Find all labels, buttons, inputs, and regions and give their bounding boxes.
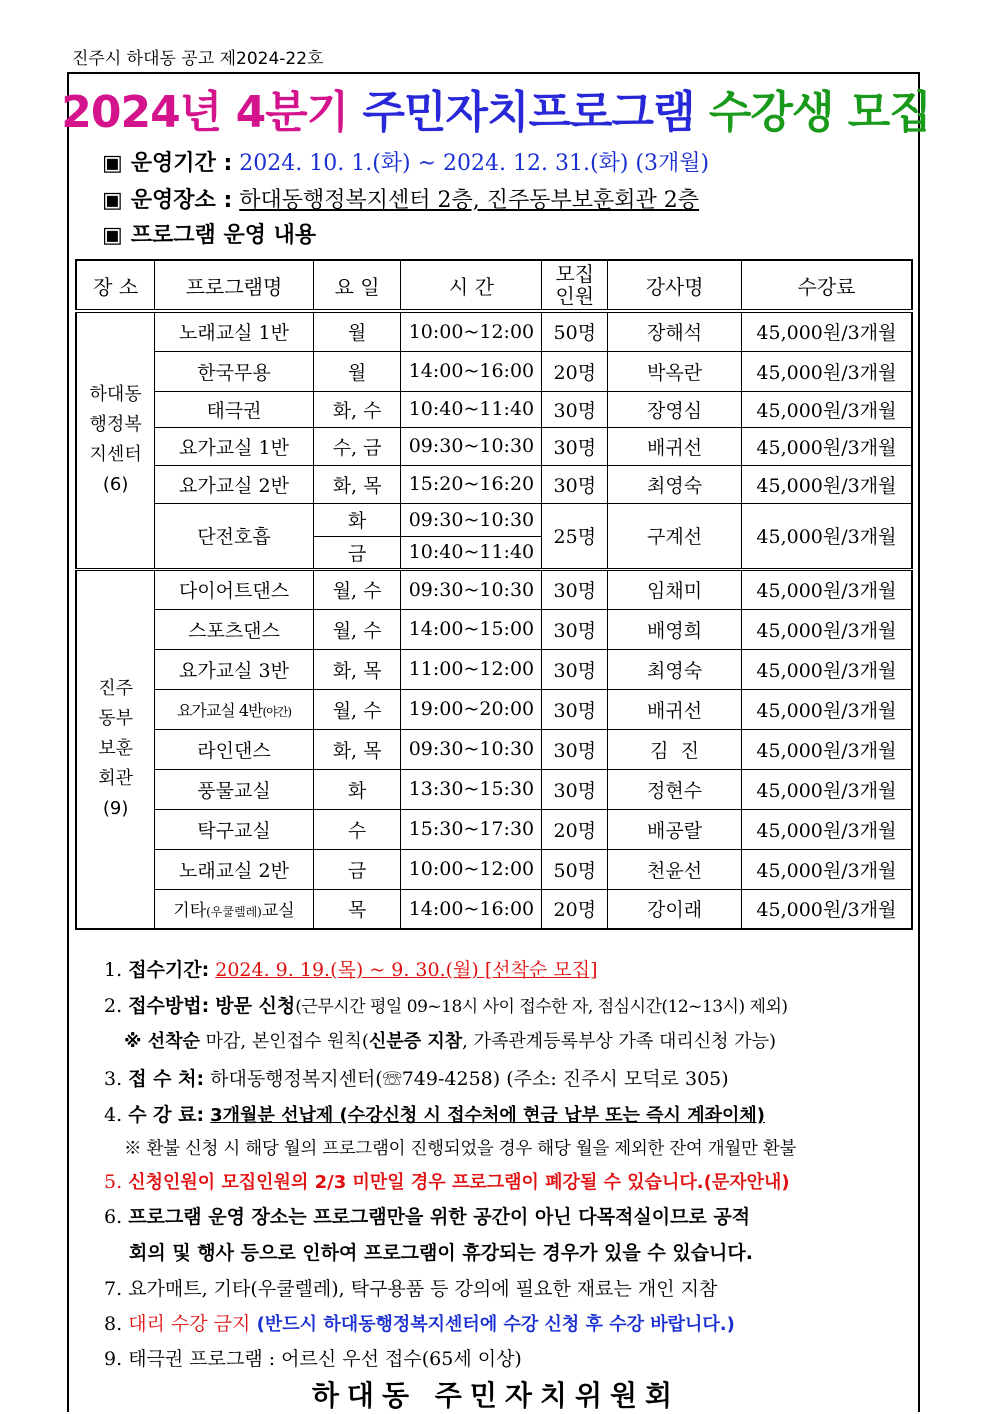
teacher: 최영숙 bbox=[608, 465, 742, 503]
table-row bbox=[76, 311, 912, 351]
capacity: 30명 bbox=[542, 609, 608, 649]
note-value: 하대동행정복지센터(☏749-4258) (주소: 진주시 모덕로 305) bbox=[210, 1068, 729, 1090]
day: 금 bbox=[313, 849, 401, 889]
bullet-icon: ▣ bbox=[102, 188, 123, 213]
table-row bbox=[76, 391, 912, 427]
note-number: 2. bbox=[104, 995, 123, 1017]
program-name: 다이어트댄스 bbox=[155, 569, 313, 609]
header-day: 요 일 bbox=[313, 260, 401, 311]
place-bohun bbox=[76, 569, 155, 929]
note-emphasis: 신분증 지참 bbox=[368, 1031, 463, 1052]
issuer-footer: 하대동 주민자치위원회 bbox=[311, 1379, 681, 1412]
day: 화 bbox=[313, 769, 401, 809]
program-name bbox=[155, 889, 313, 929]
table-row bbox=[76, 889, 912, 929]
program-title: 기타 bbox=[173, 901, 207, 922]
table-header-row bbox=[76, 260, 912, 311]
header-program: 프로그램명 bbox=[155, 260, 313, 311]
page-title bbox=[0, 76, 992, 140]
note-2-sub bbox=[124, 1027, 776, 1053]
header-capacity bbox=[542, 260, 608, 311]
note-4 bbox=[104, 1100, 765, 1127]
note-value: (근무시간 평일 09~18시 사이 접수한 자, 점심시간(12~13시) 제외) bbox=[295, 997, 788, 1017]
note-number: 6. bbox=[104, 1206, 123, 1228]
note-number: 5. bbox=[104, 1171, 123, 1193]
teacher: 강이래 bbox=[608, 889, 742, 929]
capacity: 25명 bbox=[542, 503, 608, 569]
note-value: 요가매트, 기타(우쿨렐레), 탁구용품 등 강의에 필요한 재료는 개인 지참 bbox=[128, 1278, 718, 1300]
note-number: 4. bbox=[104, 1104, 123, 1126]
bullet-icon: ▣ bbox=[102, 151, 123, 176]
fee: 45,000원/3개월 bbox=[741, 809, 912, 849]
teacher: 배귀선 bbox=[608, 689, 742, 729]
time: 10:40~11:40 bbox=[401, 391, 542, 427]
capacity: 30명 bbox=[542, 569, 608, 609]
time: 15:20~16:20 bbox=[401, 465, 542, 503]
fee: 45,000원/3개월 bbox=[741, 569, 912, 609]
place-line: 동부 bbox=[98, 708, 134, 730]
table-row bbox=[76, 849, 912, 889]
program-note: (우쿨렐레) bbox=[206, 905, 262, 920]
day: 월, 수 bbox=[313, 609, 401, 649]
time: 09:30~10:30 bbox=[401, 427, 542, 465]
program-name: 노래교실 1반 bbox=[155, 311, 313, 351]
table-row bbox=[76, 609, 912, 649]
day: 월, 수 bbox=[313, 689, 401, 729]
teacher: 최영숙 bbox=[608, 649, 742, 689]
table-row bbox=[76, 729, 912, 769]
header-capacity-line2: 인원 bbox=[555, 284, 595, 308]
table-row bbox=[76, 427, 912, 465]
place-label: 운영장소 : bbox=[130, 188, 233, 213]
header-time: 시 간 bbox=[401, 260, 542, 311]
capacity: 30명 bbox=[542, 729, 608, 769]
time: 11:00~12:00 bbox=[401, 649, 542, 689]
note-value: (반드시 하대동행정복지센터에 수강 신청 후 수강 바랍니다.) bbox=[250, 1314, 735, 1335]
place-line: 하대동 bbox=[89, 384, 142, 406]
day: 수 bbox=[313, 809, 401, 849]
capacity: 50명 bbox=[542, 311, 608, 351]
table-row bbox=[76, 503, 912, 536]
note-value: 태극권 프로그램 : 어르신 우선 접수(65세 이상) bbox=[128, 1348, 522, 1370]
title-program: 주민자치프로그램 bbox=[362, 87, 695, 138]
teacher: 배귀선 bbox=[608, 427, 742, 465]
program-suffix: 교실 bbox=[261, 901, 295, 922]
note-label: 접수방법: bbox=[128, 995, 210, 1017]
header-fee: 수강료 bbox=[741, 260, 912, 311]
day: 목 bbox=[313, 889, 401, 929]
capacity: 20명 bbox=[542, 889, 608, 929]
day: 화, 수 bbox=[313, 391, 401, 427]
title-quarter: 2024년 4분기 bbox=[61, 87, 349, 138]
program-name: 태극권 bbox=[155, 391, 313, 427]
fee: 45,000원/3개월 bbox=[741, 769, 912, 809]
time: 10:00~12:00 bbox=[401, 849, 542, 889]
teacher: 배공랄 bbox=[608, 809, 742, 849]
place-line: 진주 bbox=[98, 678, 134, 700]
day: 월 bbox=[313, 351, 401, 391]
note-number: 1. bbox=[104, 959, 123, 981]
program-name: 한국무용 bbox=[155, 351, 313, 391]
header-capacity-line1: 모집 bbox=[555, 262, 595, 286]
capacity: 50명 bbox=[542, 849, 608, 889]
time: 14:00~16:00 bbox=[401, 351, 542, 391]
teacher: 배영희 bbox=[608, 609, 742, 649]
teacher: 김 진 bbox=[608, 729, 742, 769]
place-line: (9) bbox=[102, 798, 129, 820]
note-warning: 대리 수강 금지 bbox=[128, 1313, 251, 1335]
note-9 bbox=[104, 1344, 522, 1371]
day: 월 bbox=[313, 311, 401, 351]
note-label: 접 수 처: bbox=[128, 1068, 205, 1090]
notice-number: 진주시 하대동 공고 제2024-22호 bbox=[72, 49, 324, 69]
program-name: 노래교실 2반 bbox=[155, 849, 313, 889]
content-label: 프로그램 운영 내용 bbox=[130, 223, 317, 248]
program-title: 요가교실 4반 bbox=[176, 700, 263, 720]
header-teacher: 강사명 bbox=[608, 260, 742, 311]
schedule-table bbox=[75, 259, 913, 930]
fee: 45,000원/3개월 bbox=[741, 465, 912, 503]
time: 10:40~11:40 bbox=[401, 536, 542, 569]
note-8 bbox=[104, 1309, 735, 1336]
time: 09:30~10:30 bbox=[401, 729, 542, 769]
note-3 bbox=[104, 1064, 729, 1091]
program-name bbox=[155, 689, 313, 729]
time: 13:30~15:30 bbox=[401, 769, 542, 809]
note-emphasis: ※ 선착순 bbox=[124, 1031, 200, 1052]
fee: 45,000원/3개월 bbox=[741, 729, 912, 769]
program-name: 스포츠댄스 bbox=[155, 609, 313, 649]
program-note: (야간) bbox=[262, 704, 292, 719]
header-place: 장 소 bbox=[76, 260, 155, 311]
program-name: 요가교실 3반 bbox=[155, 649, 313, 689]
teacher: 구계선 bbox=[608, 503, 742, 569]
fee: 45,000원/3개월 bbox=[741, 391, 912, 427]
time: 14:00~16:00 bbox=[401, 889, 542, 929]
note-value: 신청인원이 모집인원의 2/3 미만일 경우 프로그램이 폐강될 수 있습니다.(문자안내) bbox=[128, 1172, 790, 1193]
day: 금 bbox=[313, 536, 401, 569]
note-text: , 가족관계등록부상 가족 대리신청 가능) bbox=[462, 1031, 777, 1052]
note-value: 프로그램 운영 장소는 프로그램만을 위한 공간이 아닌 다목적실이므로 공적 bbox=[128, 1206, 751, 1228]
note-6 bbox=[104, 1202, 750, 1229]
teacher: 천윤선 bbox=[608, 849, 742, 889]
table-row bbox=[76, 351, 912, 391]
teacher: 장영심 bbox=[608, 391, 742, 427]
note-number: 3. bbox=[104, 1068, 123, 1090]
program-content-heading bbox=[102, 218, 316, 249]
place-line: 회관 bbox=[98, 768, 134, 790]
program-name: 풍물교실 bbox=[155, 769, 313, 809]
fee: 45,000원/3개월 bbox=[741, 649, 912, 689]
day: 화, 목 bbox=[313, 649, 401, 689]
table-row bbox=[76, 569, 912, 609]
note-number: 8. bbox=[104, 1313, 123, 1335]
capacity: 20명 bbox=[542, 809, 608, 849]
fee: 45,000원/3개월 bbox=[741, 609, 912, 649]
fee: 45,000원/3개월 bbox=[741, 351, 912, 391]
note-number: 7. bbox=[104, 1278, 123, 1300]
day: 월, 수 bbox=[313, 569, 401, 609]
capacity: 30명 bbox=[542, 465, 608, 503]
place-hadae bbox=[76, 311, 155, 569]
capacity: 30명 bbox=[542, 427, 608, 465]
time: 19:00~20:00 bbox=[401, 689, 542, 729]
note-7 bbox=[104, 1274, 717, 1301]
fee: 45,000원/3개월 bbox=[741, 689, 912, 729]
operating-period bbox=[102, 146, 709, 177]
table-row bbox=[76, 769, 912, 809]
fee: 45,000원/3개월 bbox=[741, 427, 912, 465]
table-row bbox=[76, 809, 912, 849]
time: 14:00~15:00 bbox=[401, 609, 542, 649]
teacher: 정현수 bbox=[608, 769, 742, 809]
program-name: 요가교실 2반 bbox=[155, 465, 313, 503]
title-recruit: 수강생 모집 bbox=[708, 87, 931, 138]
place-value: 하대동행정복지센터 2층, 진주동부보훈회관 2층 bbox=[239, 188, 700, 213]
note-text: 마감, 본인접수 원칙( bbox=[199, 1031, 369, 1052]
note-value: 2024. 9. 19.(목) ~ 9. 30.(월) [선착순 모집] bbox=[215, 959, 598, 981]
note-value: 3개월분 선납제 (수강신청 시 접수처에 현금 납부 또는 즉시 계좌이체) bbox=[210, 1105, 765, 1126]
table-row bbox=[76, 689, 912, 729]
note-1 bbox=[104, 955, 597, 982]
table-row bbox=[76, 465, 912, 503]
note-5 bbox=[104, 1168, 790, 1194]
note-6-line2 bbox=[129, 1238, 753, 1265]
fee: 45,000원/3개월 bbox=[741, 503, 912, 569]
time: 10:00~12:00 bbox=[401, 311, 542, 351]
note-4-sub: ※ 환불 신청 시 해당 월의 프로그램이 진행되었을 경우 해당 월을 제외한 잔여 개월만 환불 bbox=[124, 1139, 797, 1159]
program-name: 탁구교실 bbox=[155, 809, 313, 849]
teacher: 임채미 bbox=[608, 569, 742, 609]
program-name: 라인댄스 bbox=[155, 729, 313, 769]
day: 화, 목 bbox=[313, 729, 401, 769]
bullet-icon: ▣ bbox=[102, 223, 123, 248]
note-2 bbox=[104, 991, 788, 1018]
note-label: 접수기간: bbox=[128, 959, 210, 981]
operating-place bbox=[102, 183, 699, 214]
place-line: 행정복 bbox=[89, 414, 142, 436]
period-label: 운영기간 : bbox=[130, 151, 233, 176]
capacity: 20명 bbox=[542, 351, 608, 391]
teacher: 장해석 bbox=[608, 311, 742, 351]
note-number: 9. bbox=[104, 1348, 123, 1370]
program-name: 단전호흡 bbox=[155, 503, 313, 569]
day: 화, 목 bbox=[313, 465, 401, 503]
fee: 45,000원/3개월 bbox=[741, 889, 912, 929]
program-name: 요가교실 1반 bbox=[155, 427, 313, 465]
time: 09:30~10:30 bbox=[401, 503, 542, 536]
period-value: 2024. 10. 1.(화) ~ 2024. 12. 31.(화) (3개월) bbox=[239, 151, 710, 176]
day: 화 bbox=[313, 503, 401, 536]
capacity: 30명 bbox=[542, 649, 608, 689]
fee: 45,000원/3개월 bbox=[741, 311, 912, 351]
place-line: 보훈 bbox=[98, 738, 134, 760]
time: 15:30~17:30 bbox=[401, 809, 542, 849]
table-row bbox=[76, 649, 912, 689]
note-emphasis: 방문 신청 bbox=[215, 995, 296, 1017]
capacity: 30명 bbox=[542, 769, 608, 809]
fee: 45,000원/3개월 bbox=[741, 849, 912, 889]
teacher: 박옥란 bbox=[608, 351, 742, 391]
note-value: 회의 및 행사 등으로 인하여 프로그램이 휴강되는 경우가 있을 수 있습니다. bbox=[129, 1242, 753, 1264]
capacity: 30명 bbox=[542, 391, 608, 427]
note-label: 수 강 료: bbox=[128, 1104, 205, 1126]
capacity: 30명 bbox=[542, 689, 608, 729]
place-line: (6) bbox=[102, 474, 129, 496]
place-line: 지센터 bbox=[89, 444, 142, 466]
day: 수, 금 bbox=[313, 427, 401, 465]
time: 09:30~10:30 bbox=[401, 569, 542, 609]
